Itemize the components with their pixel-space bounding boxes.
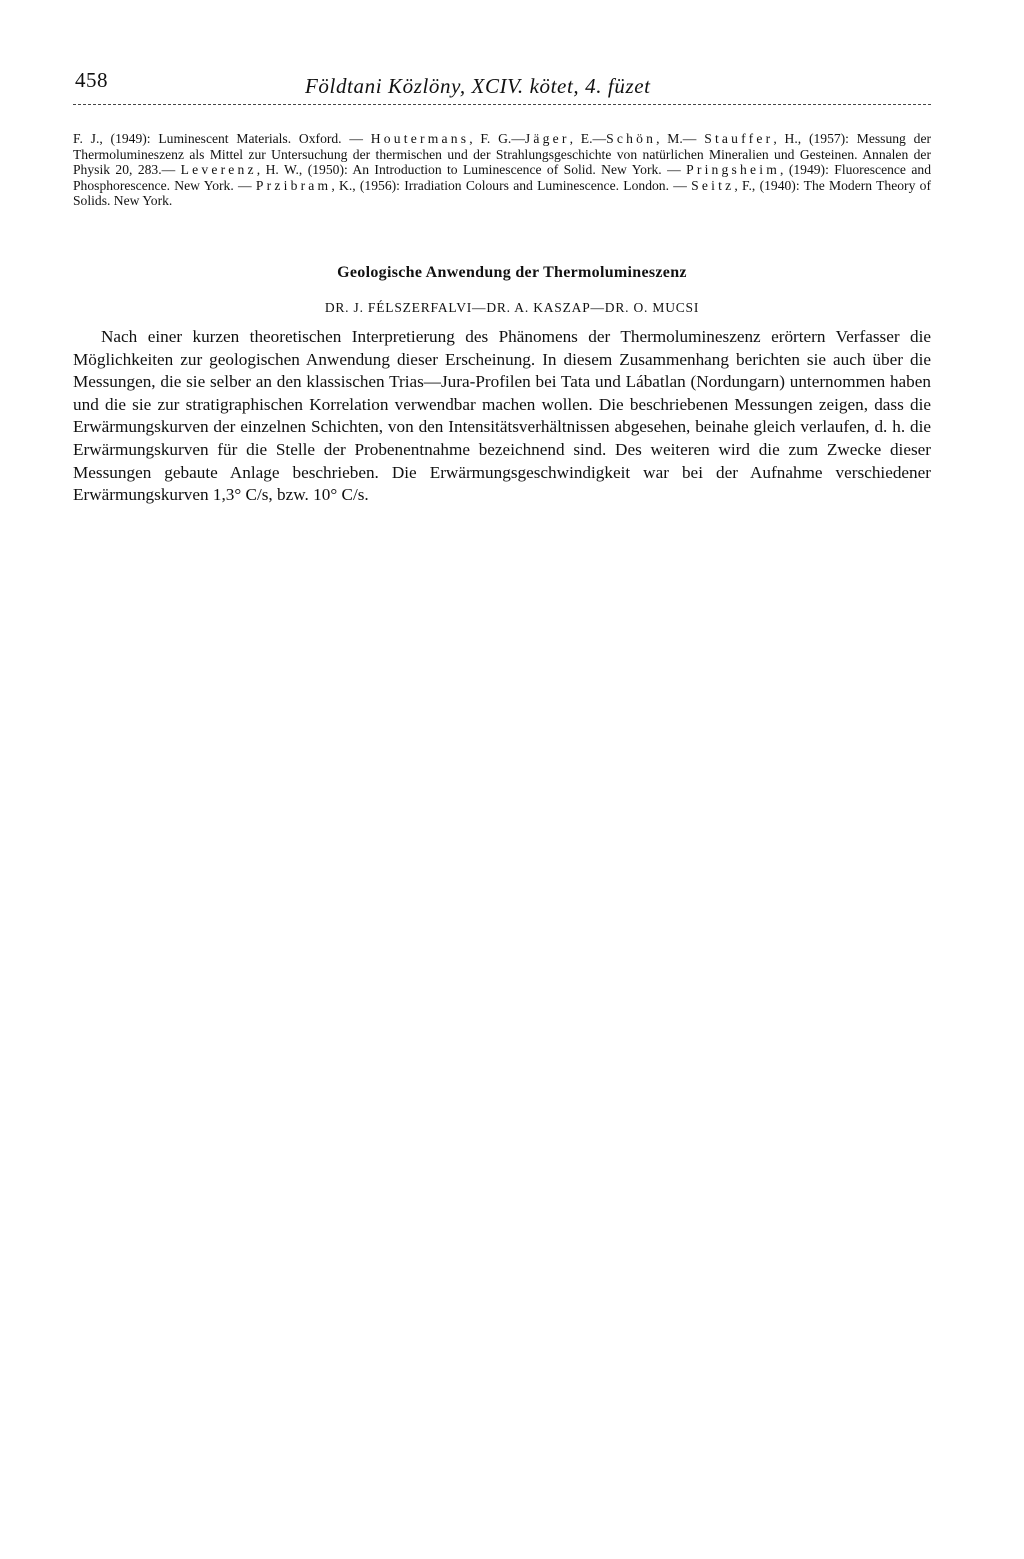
reference-text: F. J., (1949): Luminescent Materials. Oxford. — (73, 131, 371, 146)
reference-author: Seitz (691, 177, 735, 193)
reference-text: , K., (1956): Irradiation Colours and Luminescence. London. — (331, 177, 692, 193)
reference-text: , F., (1940): The Modern Theory of Solids. New York. (73, 177, 931, 209)
reference-text: , H. W., (1950): An Introduction to Luminescence of Solid. New York. — (256, 162, 687, 178)
reference-author: Przibram (255, 177, 332, 193)
abstract-authors: DR. J. FÉLSZERFALVI—DR. A. KASZAP—DR. O. MUCSI (324, 300, 700, 315)
page-number: 458 (75, 68, 108, 92)
reference-text: , E.— (569, 131, 607, 146)
reference-text: , H., (1957): Messung der Thermolumineszenz als Mittel zur Untersuchung der thermischen und der Strahlungsgeschichte von natürlichen Mineralien und Gesteinen. Annalen der Physik 20, 283.— (73, 131, 932, 178)
running-title: Földtani Közlöny, XCIV. kötet, 4. füzet (305, 74, 651, 98)
reference-text: , (1949): Fluorescence and Phosphorescence. New York. — (73, 162, 931, 193)
reference-author: Pringsheim (686, 162, 781, 178)
reference-author: Stauffer (704, 131, 774, 146)
reference-author: Schön (606, 131, 657, 146)
reference-author: Jäger (524, 131, 570, 146)
abstract-title: Geologische Anwendung der Thermolumineszenz (337, 264, 687, 281)
reference-text: , F. G.— (469, 131, 525, 146)
page-header (73, 68, 931, 105)
reference-author: Houtermans (370, 131, 470, 146)
abstract-body: Nach einer kurzen theoretischen Interpretierung des Phänomens der Thermolumineszenz erörtern Verfasser die Möglichkeiten zur geologischen Anwendung dieser Erscheinung. In diesem Zusammenhang berichten sie auch über die Messungen, die sie selber an den klassischen Trias—Jura-Profilen bei Tata und Lábatlan (Nordungarn) unternommen haben und die sie zur stratigraphischen Korrelation verwendbar machen wollen. Die beschriebenen Messungen zeigen, dass die Erwärmungskurven der einzelnen Schichten, von den Intensitätsverhältnissen abgesehen, beinahe gleich verlaufen, d. h. die Erwärmungskurven für die Stelle der Probenentnahme bezeichnend sind. Des weiteren wird die zum Zwecke dieser Messungen gebaute Anlage beschrieben. Die Erwärmungsgeschwindigkeit war bei der Aufnahme verschiedener Erwärmungskurven 1,3° C/s, bzw. 10° C/s. (73, 327, 931, 505)
references-block (73, 131, 931, 209)
reference-text: , M.— (656, 131, 705, 146)
reference-author: Leverenz (180, 162, 257, 178)
